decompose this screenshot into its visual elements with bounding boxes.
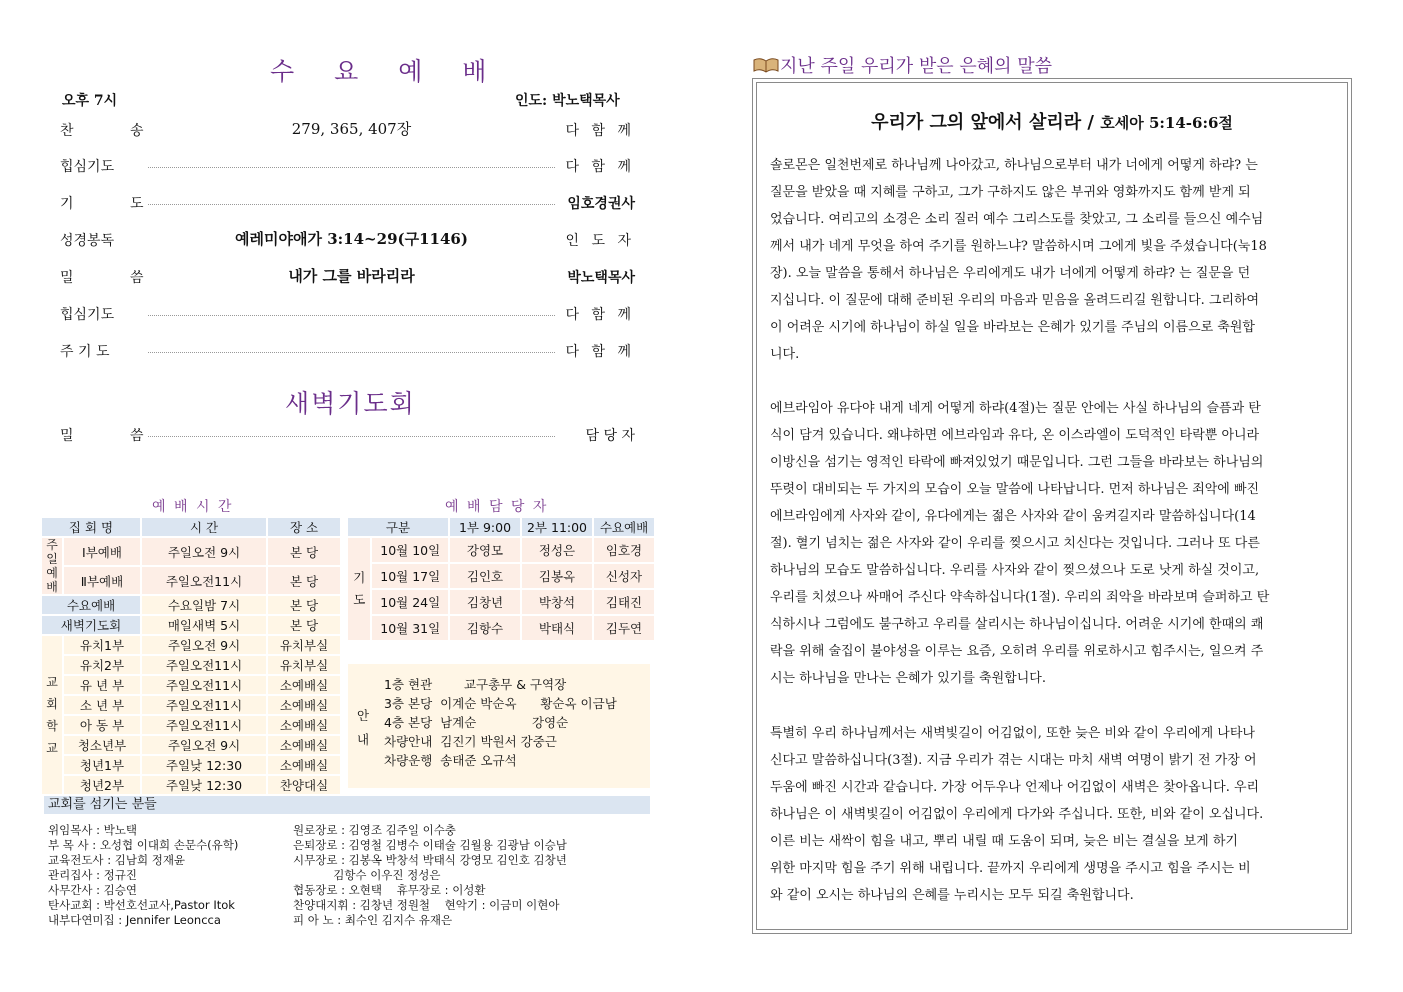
duty-row [348,616,654,640]
staff-line: 협동장로 : 오현택 휴무장로 : 이성환 [293,883,486,897]
schedule-row [42,538,340,565]
sermon-line: 식이 담겨 있습니다. 왜냐하면 에브라임과 유다, 온 이스라엘이 도덕적인 타락뿐 아니라 [770,428,1260,443]
schedule-cell: 소예배실 [268,696,340,714]
sermon-line: 특별히 우리 하나님께서는 새벽빛길이 어김없이, 또한 늦은 비와 같이 우리에게 나타나 [770,726,1255,741]
guide-line: 3층 본당 이계순 박순옥 황순옥 이금남 [384,696,617,711]
staff-line: 은퇴장로 : 김영철 김병수 이태술 김월용 김광남 이승남 [293,838,567,852]
schedule-cell: 유치2부 [64,656,140,674]
order-right: 인 도 자 [565,233,635,249]
schedule-row [42,776,340,794]
schedule-cell: 찬양대실 [268,776,340,794]
staff-line: 위임목사 : 박노택 [48,823,137,837]
order-row [60,230,635,252]
schedule-cell: 본 당 [268,616,340,634]
guide-label: 안내 [356,708,370,747]
sermon-line: 장). 오늘 말씀을 통해서 하나님은 우리에게도 내가 너에게 어떻게 하랴? 는 질문을 던 [770,266,1251,281]
schedule-cell: 주일오전11시 [142,696,266,714]
schedule-cell: 유 년 부 [64,676,140,694]
sermon-paragraph-1 [770,152,1332,368]
schedule-row [42,616,340,634]
service-time: 오후 7시 [62,93,118,109]
order-row [60,156,635,178]
order-right: 다 함 께 [565,307,635,323]
sermon-line: 께서 내가 네게 무엇을 하여 주기를 원하느냐? 말씀하시며 그에게 빛을 주셨습니다(눅18 [770,239,1267,254]
duty-row [348,538,654,562]
schedule-header: 장 소 [268,518,340,536]
duty-cell: 신성자 [594,564,654,588]
schedule-row [42,676,340,694]
schedule-cell: 소예배실 [268,756,340,774]
duty-cell: 10월 24일 [372,590,448,614]
staff-line: 내부다연미집 : Jennifer Leoncca [48,913,221,927]
guide-line: 차량운행 송태준 오규석 [384,753,517,768]
schedule-cell: 본 당 [268,567,340,594]
order-right: 다 함 께 [565,344,635,360]
duty-cell: 정성은 [522,538,592,562]
order-label: 힙심기도 [60,159,115,175]
sermon-line: 절). 혈기 넘치는 젊은 사자와 같이 우리를 찢으시고 치신다는 것입니다. 그러나 또 다른 [770,536,1260,551]
sermon-line: 지십니다. 이 질문에 대해 준비된 우리의 마음과 믿음을 올려드리길 원합니다. 그리하여 [770,293,1260,308]
schedule-cell: 소예배실 [268,716,340,734]
sermon-line: 락을 위해 술집이 불야성을 이루는 요즘, 오히려 우리를 위로하시고 힘주시는, 일으켜 주 [770,644,1264,659]
duty-header: 1부 9:00 [450,518,520,536]
schedule-row [42,656,340,674]
staff-line: 김항수 이우진 정성은 [293,868,441,882]
schedule-row [42,716,340,734]
sermon-paragraph-2 [770,395,1332,692]
duty-cell: 강영모 [450,538,520,562]
sermon-reference: 호세아 5:14-6:6절 [1100,114,1233,132]
schedule-cell: 소예배실 [268,736,340,754]
guide-line: 1층 현관 교구총무 & 구역장 [384,677,567,692]
duty-cell: 김창년 [450,590,520,614]
sermon-line: 에브라임아 유다야 내게 네게 어떻게 하랴(4절)는 질문 안에는 사실 하나님의 슬픔과 탄 [770,401,1261,416]
staff-title: 교회를 섬기는 분들 [44,796,650,814]
staff-line: 관리집사 : 정규진 [48,868,137,882]
sermon-line: 하나님은 이 새벽빛길이 어김없이 우리에게 다가와 주십니다. 또한, 비와 같이 오십니다. [770,807,1264,822]
duty-cell: 김봉옥 [522,564,592,588]
duty-title: 예 배 담 당 자 [445,499,549,515]
duty-cell: 김항수 [450,616,520,640]
schedule-cell: 수요일밤 7시 [142,596,266,614]
schedule-row [42,736,340,754]
wednesday-service-title: 수 요 예 배 [270,57,503,86]
duty-cell: 임호경 [594,538,654,562]
schedule-cell: 소예배실 [268,676,340,694]
duty-table [346,516,656,642]
staff-line: 부 목 사 : 오성협 이대희 손문수(유학) [48,838,239,852]
sermon-line: 시는 하나님을 만나는 은혜가 있기를 축원합니다. [770,671,1046,686]
order-label: 찬 송 [60,123,170,139]
schedule-title: 예 배 시 간 [152,499,234,515]
schedule-row [42,596,340,614]
order-row [60,193,635,215]
schedule-cell: 주일오전11시 [142,716,266,734]
schedule-cell: 청년1부 [64,756,140,774]
schedule-cell: 청년2부 [64,776,140,794]
staff-line: 찬양대지휘 : 김창년 정원철 현악기 : 이금미 이현아 [293,898,560,912]
order-label: 성경봉독 [60,233,115,249]
sermon-line: 신다고 말씀하십니다(3절). 지금 우리가 겪는 시대는 마치 새벽 여명이 밝기 전 가장 어 [770,753,1257,768]
schedule-cell: 유치부실 [268,636,340,654]
schedule-cell: 수요예배 [42,596,140,614]
duty-header: 수요예배 [594,518,654,536]
schedule-cell: 주일오전11시 [142,656,266,674]
sermon-line: 하나님의 모습도 말씀하십니다. 우리를 사자와 같이 찢으셨으나 도로 낫게 하실 것이고, [770,563,1260,578]
order-label: 밀 씀 [60,270,170,286]
guide-line: 4층 본당 남계순 강영순 [384,715,569,730]
leader-label: 인도: 박노택목사 [515,93,620,109]
schedule-row [42,567,340,594]
sermon-line: 었습니다. 여리고의 소경은 소리 질러 예수 그리스도를 찾았고, 그 소리를 들으신 예수님 [770,212,1264,227]
schedule-cell: 주일낮 12:30 [142,776,266,794]
schedule-cell: 주일오전11시 [142,567,266,594]
order-middle: 예레미야애가 3:14~29(구1146) [229,230,474,248]
sermon-line: 에브라임에게 사자와 같이, 유다에게는 젊은 사자와 같이 움켜길지라 말씀하십니다(14 [770,509,1256,524]
order-label: 주 기 도 [60,344,110,360]
schedule-cell: Ⅱ부예배 [64,567,140,594]
sermon-line: 식하시나 그럼에도 불구하고 우리를 살리시는 하나님이십니다. 어려운 시기에 한때의 쾌 [770,617,1264,632]
schedule-cell: 주일오전 9시 [142,736,266,754]
staff-line: 원로장로 : 김영조 김주일 이수충 [293,823,456,837]
duty-cell: 박태식 [522,616,592,640]
dawn-prayer-title: 새벽기도회 [285,389,416,418]
sermon-line: 위한 마지막 힘을 주기 위해 내립니다. 끝까지 우리에게 생명을 주시고 힘을 주시는 비 [770,861,1251,876]
schedule-table [40,516,342,796]
sermon-line: 이른 비는 새싹이 힘을 내고, 뿌리 내릴 때 도움이 되며, 늦은 비는 결실을 보게 하기 [770,834,1238,849]
order-row [60,341,635,363]
sermon-line: 뚜렷이 대비되는 두 가지의 모습이 오늘 말씀에 나타납니다. 먼저 하나님은 죄악에 빠진 [770,482,1260,497]
schedule-cell: 매일새벽 5시 [142,616,266,634]
staff-line: 사무간사 : 김승연 [48,883,137,897]
schedule-row [42,636,340,654]
order-middle: 내가 그를 바라리라 [282,267,420,285]
sermon-header-text: 지난 주일 우리가 받은 은혜의 말씀 [780,56,1053,77]
schedule-cell: 본 당 [268,538,340,565]
schedule-cell: 주일낮 12:30 [142,756,266,774]
dawn-sermon-label: 밀 씀 [60,428,170,444]
schedule-cell: 유치1부 [64,636,140,654]
guide-box [348,664,650,788]
order-label: 기 도 [60,196,170,212]
prayer-label: 기도 [348,538,370,640]
schedule-row [42,696,340,714]
staff-line: 교육전도사 : 김남희 정재윤 [48,853,186,867]
sermon-line: 솔로몬은 일천번제로 하나님께 나아갔고, 하나님으로부터 내가 너에게 어떻게 하랴? 는 [770,158,1258,173]
duty-cell: 박창석 [522,590,592,614]
sermon-title-line: 우리가 그의 앞에서 살리라 / 호세아 5:14-6:6절 [871,112,1233,133]
schedule-row [42,756,340,774]
staff-line: 탄사교회 : 박선호선교사,Pastor Itok [48,898,235,912]
schedule-cell: 아 동 부 [64,716,140,734]
schedule-cell: 소 년 부 [64,696,140,714]
order-row [60,120,635,142]
schedule-cell: 주일오전 9시 [142,636,266,654]
order-middle: 279, 365, 407장 [286,120,417,138]
schedule-header: 집 회 명 [42,518,140,536]
schedule-cell: 주일오전 9시 [142,538,266,565]
schedule-cell: 새벽기도회 [42,616,140,634]
schedule-cell: 주일오전11시 [142,676,266,694]
staff-line: 피 아 노 : 최수인 김지수 유재은 [293,913,453,927]
duty-cell: 김인호 [450,564,520,588]
group-label: 주일예배 [42,538,62,594]
group-label: 교회학교 [42,636,62,794]
order-right: 박노택목사 [567,270,635,286]
sermon-line: 니다. [770,347,800,362]
duty-cell: 김두연 [594,616,654,640]
order-row [60,304,635,326]
dawn-sermon-row [60,425,635,447]
sermon-paragraph-3 [770,720,1332,909]
sermon-line: 우리를 치셨으나 싸매어 주신다 약속하십니다(1절). 우리의 죄악을 바라보며 슬퍼하고 탄 [770,590,1270,605]
order-right: 다 함 께 [565,123,635,139]
duty-cell: 10월 31일 [372,616,448,640]
sermon-line: 와 같이 오시는 하나님의 은혜를 누리시는 모두 되길 축원합니다. [770,888,1134,903]
duty-cell: 10월 17일 [372,564,448,588]
sermon-title: 우리가 그의 앞에서 살리라 [871,112,1082,133]
duty-header: 2부 11:00 [522,518,592,536]
schedule-header: 시 간 [142,518,266,536]
duty-row [348,564,654,588]
sermon-header [752,52,1052,78]
schedule-cell: 본 당 [268,596,340,614]
sermon-line: 이방신을 섬기는 영적인 타락에 빠져있었기 때문입니다. 그런 그들을 바라보는 하나님의 [770,455,1264,470]
order-right: 다 함 께 [565,159,635,175]
schedule-cell: 청소년부 [64,736,140,754]
schedule-cell: 유치부실 [268,656,340,674]
staff-line: 시무장로 : 김봉옥 박창석 박태식 강영모 김인호 김창년 [293,853,567,867]
order-right: 임호경권사 [567,196,635,212]
sermon-line: 질문을 받았을 때 지혜를 구하고, 그가 구하지도 않은 부귀와 영화까지도 함께 받게 되 [770,185,1251,200]
sermon-line: 이 어려운 시기에 하나님이 하실 일을 바라보는 은혜가 있기를 주님의 이름으로 축원합 [770,320,1255,335]
duty-row [348,590,654,614]
duty-cell: 10월 10일 [372,538,448,562]
duty-header: 구분 [348,518,448,536]
schedule-cell: Ⅰ부예배 [64,538,140,565]
sermon-line: 두움에 빠진 시간과 같습니다. 가장 어두우나 언제나 어김없이 새벽은 찾아옵니다. 우리 [770,780,1260,795]
dawn-sermon-right: 담 당 자 [585,428,635,444]
open-book-icon [752,57,780,73]
order-label: 힙심기도 [60,307,115,323]
duty-cell: 김태진 [594,590,654,614]
guide-line: 차량안내 김진기 박원서 강중근 [384,734,557,749]
order-row [60,267,635,289]
